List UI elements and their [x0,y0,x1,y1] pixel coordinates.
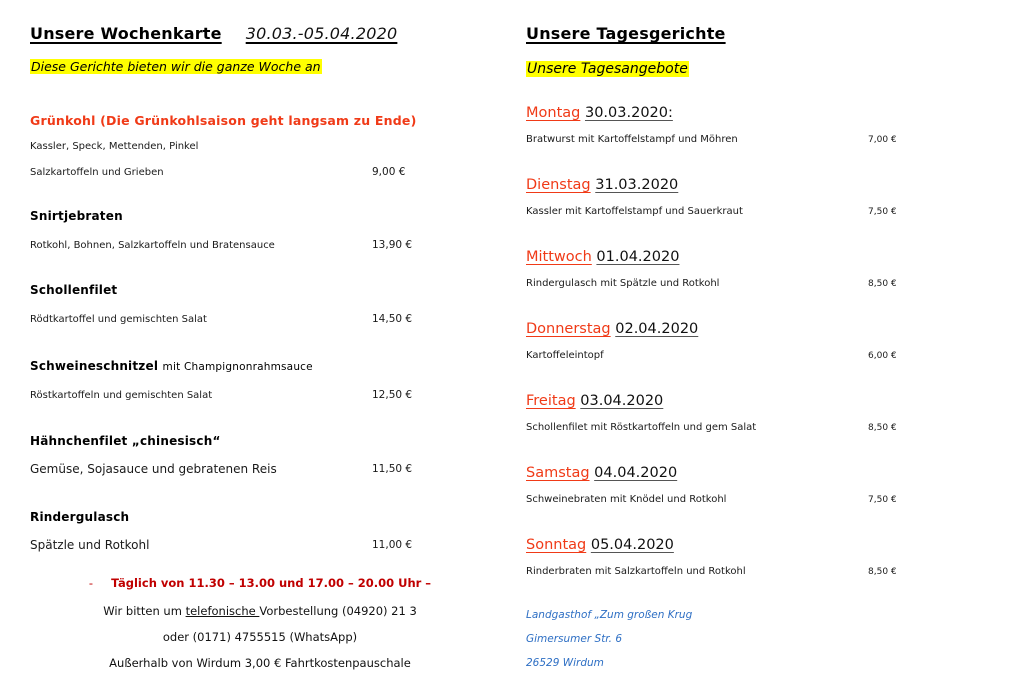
dish-description: Gemüse, Sojasauce und gebratenen Reis [30,462,277,476]
order-prefix: Wir bitten um [103,604,186,618]
day-heading [526,537,674,553]
order-phone: Vorbestellung (04920) 21 3 [259,604,417,618]
dish-title: Schollenfilet [30,283,118,297]
address-street: Gimersumer Str. 6 [526,633,623,645]
dish-description: Rotkohl, Bohnen, Salzkartoffeln und Bratensauce [30,240,275,251]
weekly-title [30,24,397,43]
day-date: 04.04.2020 [594,465,678,481]
hours-text: Täglich von 11.30 – 13.00 und 17.00 – 20.00 Uhr – [111,576,432,590]
day-name: Freitag [526,393,576,409]
daily-subtitle [526,58,689,77]
dish-title-text: Schweineschnitzel [30,359,159,373]
day-price: 7,50 € [868,495,897,505]
address-name: Landgasthof „Zum großen Krug [526,609,693,621]
day-dish: Kartoffeleintopf [526,350,604,361]
dish-description: Rödtkartoffel und gemischten Salat [30,314,207,325]
day-name: Sonntag [526,537,587,553]
dish-description: Salzkartoffeln und Grieben [30,167,164,178]
day-date: 31.03.2020 [595,177,679,193]
dish-price: 11,50 € [372,463,413,475]
dish-title-suffix: mit Champignonrahmsauce [162,361,313,373]
dish-title: Rindergulasch [30,510,130,524]
day-price: 8,50 € [868,567,897,577]
day-name: Donnerstag [526,321,611,337]
dish-price: 13,90 € [372,239,413,251]
weekly-subtitle-text: Diese Gerichte bieten wir die ganze Woche an [31,59,321,74]
order-underlined: telefonische [185,604,260,618]
dish-price: 9,00 € [372,166,406,178]
day-dish: Bratwurst mit Kartoffelstampf und Möhren [526,134,738,145]
day-price: 8,50 € [868,423,897,433]
day-price: 7,00 € [868,135,897,145]
weekly-date-range: 30.03.-05.04.2020 [245,24,398,43]
address-city: 26529 Wirdum [526,657,604,669]
day-dish: Rindergulasch mit Spätzle und Rotkohl [526,278,720,289]
day-heading [526,393,663,409]
day-heading [526,465,677,481]
dish-description: Röstkartoffeln und gemischten Salat [30,390,213,401]
dish-price: 11,00 € [372,539,413,551]
day-date: 05.04.2020 [590,537,674,553]
dish-title: Hähnchenfilet „chinesisch“ [30,434,221,448]
daily-subtitle-text: Unsere Tagesangebote [527,61,688,77]
day-heading [526,321,698,337]
day-heading [526,177,678,193]
day-price: 7,50 € [868,207,897,217]
day-date: 30.03.2020: [584,105,673,121]
dish-description: Kassler, Speck, Mettenden, Pinkel [30,141,199,152]
delivery-fee: Außerhalb von Wirdum 3,00 € Fahrtkostenpauschale [109,656,411,670]
day-dish: Schollenfilet mit Röstkartoffeln und gem Salat [526,422,757,433]
day-dish: Rinderbraten mit Salzkartoffeln und Rotkohl [526,566,746,577]
weekly-title-text: Unsere Wochenkarte [30,24,222,43]
opening-hours [30,576,490,590]
day-price: 6,00 € [868,351,897,361]
day-heading [526,105,673,121]
dish-title: Snirtjebraten [30,209,123,223]
dish-title [30,359,313,373]
day-dish: Kassler mit Kartoffelstampf und Sauerkraut [526,206,743,217]
day-name: Mittwoch [526,249,592,265]
dish-price: 14,50 € [372,313,413,325]
day-name: Samstag [526,465,590,481]
daily-title: Unsere Tagesgerichte [526,24,726,43]
order-info [30,604,490,618]
day-name: Montag [526,105,581,121]
hours-dash: - [88,576,94,590]
day-date: 01.04.2020 [596,249,680,265]
dish-description: Spätzle und Rotkohl [30,538,150,552]
dish-price: 12,50 € [372,389,413,401]
dish-title: Grünkohl (Die Grünkohlsaison geht langsam zu Ende) [30,113,417,128]
day-heading [526,249,679,265]
day-price: 8,50 € [868,279,897,289]
weekly-subtitle [30,56,322,75]
whatsapp-info: oder (0171) 4755515 (WhatsApp) [162,630,358,644]
day-date: 02.04.2020 [615,321,699,337]
day-dish: Schweinebraten mit Knödel und Rotkohl [526,494,727,505]
day-name: Dienstag [526,177,591,193]
day-date: 03.04.2020 [580,393,664,409]
